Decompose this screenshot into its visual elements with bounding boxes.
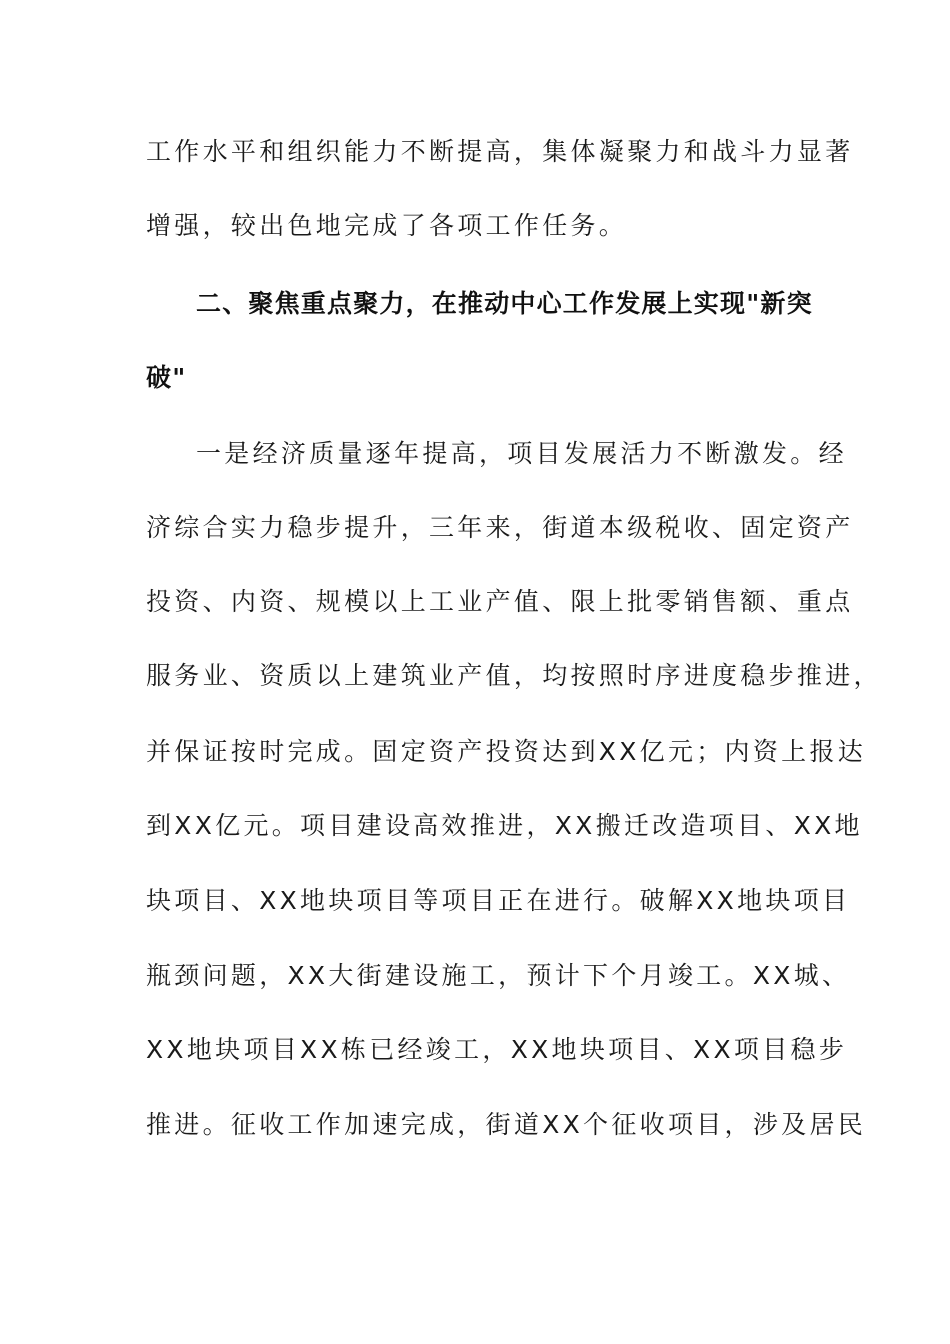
- paragraph-line: 增强，较出色地完成了各项工作任务。: [146, 211, 628, 240]
- paragraph-line: 推进。征收工作加速完成，街道XX个征收项目，涉及居民: [146, 1110, 867, 1139]
- section-heading: 二、聚焦重点聚力，在推动中心工作发展上实现"新突: [196, 289, 813, 318]
- paragraph-line: 服务业、资质以上建筑业产值，均按照时序进度稳步推进，: [146, 661, 882, 690]
- section-heading-continued: 破": [146, 363, 187, 392]
- paragraph-line: 一是经济质量逐年提高，项目发展活力不断激发。经: [196, 439, 847, 468]
- paragraph-line: 济综合实力稳步提升，三年来，街道本级税收、固定资产: [146, 513, 854, 542]
- paragraph-line: 并保证按时完成。固定资产投资达到XX亿元；内资上报达: [146, 737, 867, 766]
- paragraph-line: 块项目、XX地块项目等项目正在进行。破解XX地块项目: [146, 886, 851, 915]
- paragraph-line: 到XX亿元。项目建设高效推进，XX搬迁改造项目、XX地: [146, 811, 863, 840]
- paragraph-line: XX地块项目XX栋已经竣工，XX地块项目、XX项目稳步: [146, 1035, 848, 1064]
- paragraph-line: 工作水平和组织能力不断提高，集体凝聚力和战斗力显著: [146, 137, 854, 166]
- paragraph-line: 投资、内资、规模以上工业产值、限上批零销售额、重点: [146, 587, 854, 616]
- paragraph-line: 瓶颈问题，XX大街建设施工，预计下个月竣工。XX城、: [146, 961, 851, 990]
